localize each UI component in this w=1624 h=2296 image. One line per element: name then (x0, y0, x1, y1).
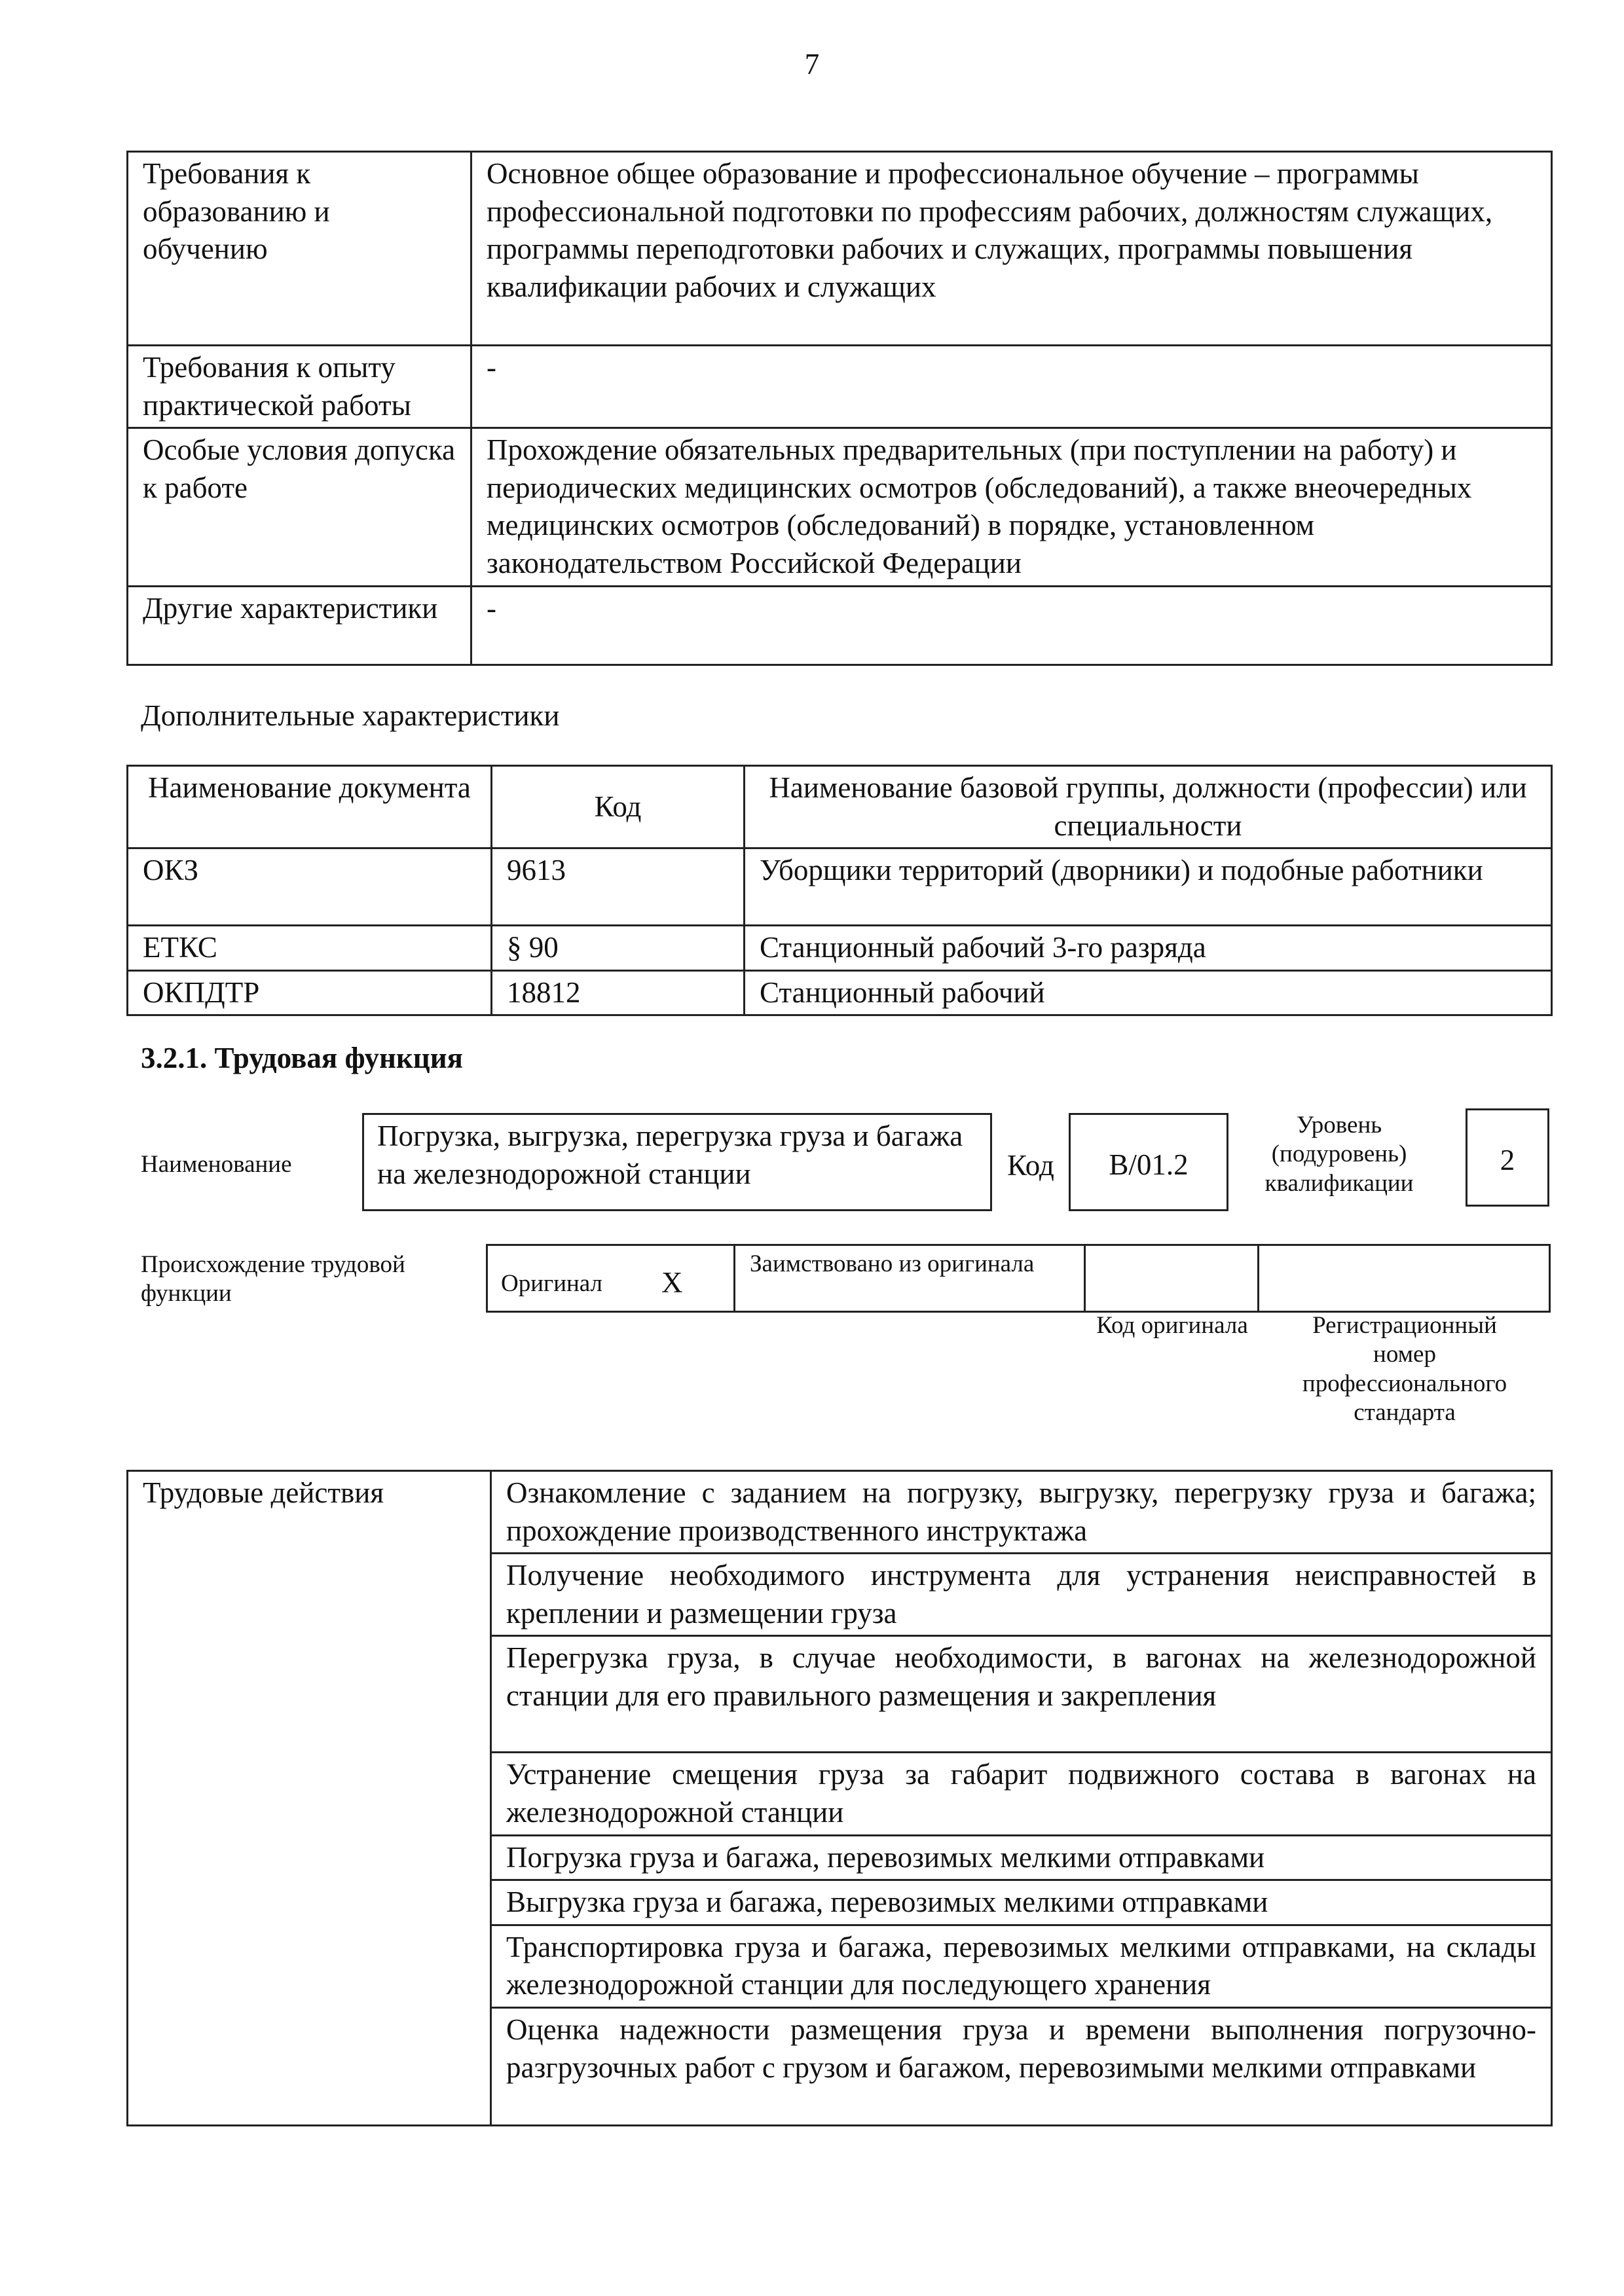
admission-label: Особые условия допуска к работе (128, 428, 471, 586)
action-item: Устранение смещения груза за габарит подвижного состава в вагонах на железнодорожной станции (491, 1753, 1552, 1835)
cell-doc: ЕТКС (128, 926, 492, 971)
level-box (1466, 1108, 1549, 1207)
actions-table (126, 1470, 1553, 2126)
table-row (128, 970, 1552, 1015)
action-item: Выгрузка груза и багажа, перевозимых мелкими отправками (491, 1880, 1552, 1925)
table-row (128, 346, 1552, 428)
origin-label: Происхождение трудовой функции (141, 1251, 405, 1307)
cell-doc: ОКПДТР (128, 970, 492, 1015)
table-row (128, 586, 1552, 665)
table-header-row (128, 766, 1552, 848)
table-row (128, 848, 1552, 926)
name-label: Наименование (141, 1151, 292, 1178)
experience-value: - (471, 346, 1552, 428)
additional-title: Дополнительные характеристики (141, 699, 560, 732)
cell-name: Станционный рабочий (745, 970, 1552, 1015)
header-group: Наименование базовой группы, должности (профессии) или специальности (745, 766, 1552, 848)
function-name-box (362, 1113, 992, 1211)
borrowed-label: Заимствовано из оригинала (750, 1250, 1035, 1277)
header-code: Код (492, 766, 745, 848)
function-code-box (1069, 1113, 1228, 1211)
cell-name: Уборщики территорий (дворники) и подобные работники (745, 848, 1552, 926)
divider (1084, 1246, 1086, 1311)
other-label: Другие характеристики (128, 586, 471, 665)
cell-code: § 90 (492, 926, 745, 971)
header-document: Наименование документа (128, 766, 492, 848)
table-row (128, 1471, 1552, 1554)
page-number: 7 (804, 48, 820, 81)
cell-code: 9613 (492, 848, 745, 926)
action-item: Получение необходимого инструмента для устранения неисправностей в креплении и размещении груза (491, 1554, 1552, 1636)
actions-label: Трудовые действия (128, 1471, 491, 2126)
reg-caption: Регистрационный номер профессионального стандарта (1302, 1312, 1507, 1427)
function-name: Погрузка, выгрузка, перегрузка груза и багажа на железнодорожной станции (377, 1120, 963, 1190)
level-label: Уровень (подуровень) квалификации (1264, 1112, 1414, 1197)
requirements-table (126, 151, 1553, 666)
cell-name: Станционный рабочий 3-го разряда (745, 926, 1552, 971)
action-item: Ознакомление с заданием на погрузку, выгрузку, перегрузку груза и багажа; прохождение производственного инструктажа (491, 1471, 1552, 1554)
level-value: 2 (1500, 1144, 1515, 1176)
divider (733, 1246, 735, 1311)
function-code: B/01.2 (1109, 1148, 1189, 1181)
divider (1257, 1246, 1259, 1311)
table-row (128, 428, 1552, 586)
action-item: Транспортировка груза и багажа, перевозимых мелкими отправками, на склады железнодорожной станции для последующего хранения (491, 1925, 1552, 2007)
action-item: Погрузка груза и багажа, перевозимых мелкими отправками (491, 1835, 1552, 1880)
cell-code: 18812 (492, 970, 745, 1015)
admission-value: Прохождение обязательных предварительных (при поступлении на работу) и периодических медицинских осмотров (обследований), а также внеочередных медицинских осмотров (обследований) в порядке, установленном законодательством Российской Федерации (471, 428, 1552, 586)
action-item: Перегрузка груза, в случае необходимости, в вагонах на железнодорожной станции для его правильного размещения и закрепления (491, 1636, 1552, 1753)
origin-table (486, 1244, 1551, 1313)
experience-label: Требования к опыту практической работы (128, 346, 471, 428)
original-mark: X (661, 1266, 683, 1299)
other-value: - (471, 586, 1552, 665)
education-value: Основное общее образование и профессиональное обучение – программы профессиональной подготовки по профессиям рабочих, должностям служащих, программы переподготовки рабочих и служащих, программы повышения квалификации рабочих и служащих (471, 152, 1552, 346)
additional-table (126, 765, 1553, 1016)
original-label: Оригинал (501, 1270, 603, 1297)
education-label: Требования к образованию и обучению (128, 152, 471, 346)
action-item: Оценка надежности размещения груза и времени выполнения погрузочно-разгрузочных работ с грузом и багажом, перевозимыми мелкими отправками (491, 2007, 1552, 2125)
cell-doc: ОКЗ (128, 848, 492, 926)
code-label: Код (1007, 1149, 1054, 1182)
function-heading: 3.2.1. Трудовая функция (141, 1042, 464, 1074)
table-row (128, 926, 1552, 971)
code-caption: Код оригинала (1096, 1312, 1248, 1339)
table-row (128, 152, 1552, 346)
